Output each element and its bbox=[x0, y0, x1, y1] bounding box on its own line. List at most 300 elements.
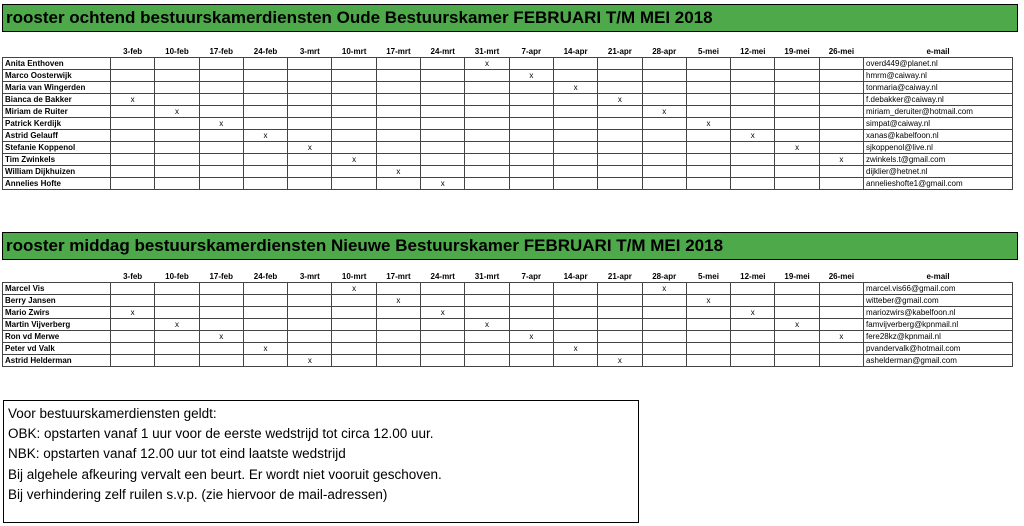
duty-cell bbox=[465, 153, 509, 165]
duty-cell bbox=[332, 165, 376, 177]
table-row bbox=[3, 93, 1013, 105]
duty-cell bbox=[155, 294, 199, 306]
duty-cell bbox=[775, 153, 819, 165]
duty-cell bbox=[332, 330, 376, 342]
duty-cell bbox=[332, 306, 376, 318]
duty-cell bbox=[465, 141, 509, 153]
duty-cell bbox=[421, 93, 465, 105]
duty-mark: x bbox=[731, 129, 775, 141]
duty-cell bbox=[155, 306, 199, 318]
duty-cell bbox=[199, 57, 243, 69]
duty-cell bbox=[731, 330, 775, 342]
duty-cell bbox=[155, 330, 199, 342]
duty-cell bbox=[819, 141, 863, 153]
duty-cell bbox=[421, 57, 465, 69]
duty-mark: x bbox=[243, 129, 287, 141]
duty-cell bbox=[199, 306, 243, 318]
table-row bbox=[3, 354, 1013, 366]
duty-cell bbox=[509, 141, 553, 153]
duty-cell bbox=[686, 165, 730, 177]
duty-cell bbox=[819, 69, 863, 81]
duty-mark: x bbox=[642, 105, 686, 117]
email-address: pvandervalk@hotmail.com bbox=[864, 342, 1013, 354]
duty-cell bbox=[155, 165, 199, 177]
duty-cell bbox=[199, 69, 243, 81]
duty-cell bbox=[731, 69, 775, 81]
person-name: Bianca de Bakker bbox=[3, 93, 111, 105]
duty-cell bbox=[642, 69, 686, 81]
duty-cell bbox=[111, 69, 155, 81]
duty-cell bbox=[376, 93, 420, 105]
duty-cell bbox=[111, 318, 155, 330]
duty-cell bbox=[819, 165, 863, 177]
duty-cell bbox=[243, 282, 287, 294]
duty-cell bbox=[288, 69, 332, 81]
duty-cell bbox=[421, 354, 465, 366]
duty-cell bbox=[376, 69, 420, 81]
duty-cell bbox=[155, 117, 199, 129]
date-header: 5-mei bbox=[698, 271, 719, 281]
date-header: 3-mrt bbox=[299, 271, 320, 281]
duty-cell bbox=[553, 177, 597, 189]
duty-cell bbox=[642, 57, 686, 69]
duty-cell bbox=[642, 141, 686, 153]
duty-cell bbox=[332, 177, 376, 189]
date-header: 14-apr bbox=[563, 46, 588, 56]
person-name: Patrick Kerdijk bbox=[3, 117, 111, 129]
duty-mark: x bbox=[243, 342, 287, 354]
duty-cell bbox=[598, 57, 642, 69]
duty-cell bbox=[819, 105, 863, 117]
name-header bbox=[3, 268, 111, 282]
duty-cell bbox=[111, 141, 155, 153]
duty-cell bbox=[819, 57, 863, 69]
duty-cell bbox=[288, 318, 332, 330]
duty-cell bbox=[421, 141, 465, 153]
morning-schedule-table bbox=[2, 43, 1013, 190]
duty-cell bbox=[775, 354, 819, 366]
duty-cell bbox=[332, 354, 376, 366]
duty-cell bbox=[642, 294, 686, 306]
date-header: 17-feb bbox=[209, 271, 234, 281]
header-row bbox=[3, 43, 1013, 57]
duty-cell bbox=[465, 306, 509, 318]
notes-line: OBK: opstarten vanaf 1 uur voor de eerste wedstrijd tot circa 12.00 uur. bbox=[8, 426, 434, 442]
duty-cell bbox=[686, 81, 730, 93]
duty-cell bbox=[598, 153, 642, 165]
date-header: 10-feb bbox=[165, 46, 189, 56]
duty-cell bbox=[598, 165, 642, 177]
duty-cell bbox=[155, 129, 199, 141]
date-header: 28-apr bbox=[652, 46, 677, 56]
duty-mark: x bbox=[686, 294, 730, 306]
duty-mark: x bbox=[509, 69, 553, 81]
duty-cell bbox=[465, 354, 509, 366]
duty-cell bbox=[553, 129, 597, 141]
duty-cell bbox=[465, 117, 509, 129]
afternoon-schedule-table bbox=[2, 268, 1013, 367]
duty-cell bbox=[509, 354, 553, 366]
date-header: 3-mrt bbox=[299, 46, 320, 56]
date-header: 7-apr bbox=[521, 46, 542, 56]
duty-cell bbox=[288, 330, 332, 342]
duty-cell bbox=[465, 69, 509, 81]
duty-cell bbox=[465, 177, 509, 189]
email-address: overd449@planet.nl bbox=[864, 57, 1013, 69]
duty-cell bbox=[376, 81, 420, 93]
duty-cell bbox=[686, 306, 730, 318]
duty-mark: x bbox=[288, 141, 332, 153]
duty-cell bbox=[819, 117, 863, 129]
duty-cell bbox=[731, 354, 775, 366]
notes-line: NBK: opstarten vanaf 12.00 uur tot eind laatste wedstrijd bbox=[8, 446, 346, 462]
duty-cell bbox=[376, 105, 420, 117]
person-name: Astrid Helderman bbox=[3, 354, 111, 366]
duty-cell bbox=[199, 141, 243, 153]
date-header: 3-feb bbox=[123, 271, 143, 281]
date-header: 3-feb bbox=[123, 46, 143, 56]
duty-cell bbox=[686, 282, 730, 294]
duty-cell bbox=[553, 141, 597, 153]
duty-cell bbox=[199, 153, 243, 165]
duty-cell bbox=[155, 69, 199, 81]
person-name: Ron vd Merwe bbox=[3, 330, 111, 342]
duty-cell bbox=[775, 177, 819, 189]
duty-cell bbox=[243, 141, 287, 153]
duty-cell bbox=[376, 117, 420, 129]
email-address: ashelderman@gmail.com bbox=[864, 354, 1013, 366]
duty-cell bbox=[199, 318, 243, 330]
email-address: witteber@gmail.com bbox=[864, 294, 1013, 306]
date-header: 24-mrt bbox=[430, 271, 455, 281]
duty-cell bbox=[686, 330, 730, 342]
duty-cell bbox=[509, 282, 553, 294]
duty-cell bbox=[288, 165, 332, 177]
duty-cell bbox=[642, 354, 686, 366]
duty-cell bbox=[465, 165, 509, 177]
duty-cell bbox=[731, 282, 775, 294]
duty-cell bbox=[111, 177, 155, 189]
person-name: Marcel Vis bbox=[3, 282, 111, 294]
duty-cell bbox=[686, 69, 730, 81]
duty-cell bbox=[332, 69, 376, 81]
duty-cell bbox=[819, 93, 863, 105]
duty-cell bbox=[111, 354, 155, 366]
email-address: xanas@kabelfoon.nl bbox=[864, 129, 1013, 141]
duty-cell bbox=[553, 306, 597, 318]
duty-cell bbox=[111, 342, 155, 354]
duty-cell bbox=[598, 342, 642, 354]
duty-cell bbox=[155, 81, 199, 93]
duty-mark: x bbox=[686, 117, 730, 129]
duty-cell bbox=[775, 117, 819, 129]
person-name: Annelies Hofte bbox=[3, 177, 111, 189]
email-address: tonmaria@caiway.nl bbox=[864, 81, 1013, 93]
person-name: Anita Enthoven bbox=[3, 57, 111, 69]
duty-cell bbox=[111, 282, 155, 294]
duty-mark: x bbox=[421, 306, 465, 318]
duty-cell bbox=[553, 282, 597, 294]
table-row bbox=[3, 69, 1013, 81]
duty-cell bbox=[421, 81, 465, 93]
duty-mark: x bbox=[553, 342, 597, 354]
duty-cell bbox=[598, 282, 642, 294]
duty-cell bbox=[332, 141, 376, 153]
duty-mark: x bbox=[465, 57, 509, 69]
duty-cell bbox=[111, 117, 155, 129]
duty-cell bbox=[111, 330, 155, 342]
duty-cell bbox=[288, 117, 332, 129]
duty-cell bbox=[421, 69, 465, 81]
duty-cell bbox=[509, 105, 553, 117]
date-header: 17-mrt bbox=[386, 46, 411, 56]
duty-cell bbox=[731, 177, 775, 189]
duty-cell bbox=[199, 342, 243, 354]
duty-cell bbox=[376, 330, 420, 342]
duty-cell bbox=[332, 117, 376, 129]
duty-cell bbox=[421, 165, 465, 177]
duty-mark: x bbox=[509, 330, 553, 342]
duty-mark: x bbox=[553, 81, 597, 93]
duty-cell bbox=[376, 57, 420, 69]
table-row bbox=[3, 129, 1013, 141]
duty-cell bbox=[243, 153, 287, 165]
duty-cell bbox=[155, 177, 199, 189]
duty-cell bbox=[199, 129, 243, 141]
duty-mark: x bbox=[421, 177, 465, 189]
duty-cell bbox=[199, 294, 243, 306]
duty-cell bbox=[553, 93, 597, 105]
duty-cell bbox=[199, 354, 243, 366]
duty-cell bbox=[686, 105, 730, 117]
duty-cell bbox=[686, 153, 730, 165]
duty-cell bbox=[199, 282, 243, 294]
duty-cell bbox=[421, 342, 465, 354]
duty-cell bbox=[111, 81, 155, 93]
duty-mark: x bbox=[376, 165, 420, 177]
table-row bbox=[3, 165, 1013, 177]
person-name: Maria van Wingerden bbox=[3, 81, 111, 93]
table-row bbox=[3, 294, 1013, 306]
date-header: 19-mei bbox=[784, 271, 810, 281]
person-name: Stefanie Koppenol bbox=[3, 141, 111, 153]
date-header: 24-feb bbox=[253, 46, 278, 56]
date-header: 28-apr bbox=[652, 271, 677, 281]
table-row bbox=[3, 81, 1013, 93]
duty-cell bbox=[465, 81, 509, 93]
duty-cell bbox=[819, 294, 863, 306]
duty-cell bbox=[111, 57, 155, 69]
date-header: 31-mrt bbox=[474, 271, 500, 281]
duty-cell bbox=[376, 342, 420, 354]
duty-cell bbox=[598, 129, 642, 141]
table-row bbox=[3, 330, 1013, 342]
date-header: 10-mrt bbox=[341, 271, 367, 281]
duty-cell bbox=[553, 354, 597, 366]
duty-cell bbox=[553, 117, 597, 129]
email-header: e-mail bbox=[926, 271, 950, 281]
duty-cell bbox=[243, 330, 287, 342]
email-header: e-mail bbox=[926, 46, 950, 56]
duty-cell bbox=[155, 342, 199, 354]
date-header: 12-mei bbox=[740, 46, 766, 56]
duty-cell bbox=[243, 105, 287, 117]
duty-cell bbox=[598, 69, 642, 81]
duty-mark: x bbox=[199, 330, 243, 342]
person-name: Berry Jansen bbox=[3, 294, 111, 306]
duty-cell bbox=[288, 306, 332, 318]
duty-cell bbox=[686, 342, 730, 354]
date-header: 26-mei bbox=[828, 46, 855, 56]
duty-cell bbox=[288, 282, 332, 294]
duty-cell bbox=[332, 129, 376, 141]
duty-cell bbox=[332, 318, 376, 330]
table-row bbox=[3, 342, 1013, 354]
duty-cell bbox=[465, 105, 509, 117]
email-address: dijklier@hetnet.nl bbox=[864, 165, 1013, 177]
table-row bbox=[3, 141, 1013, 153]
duty-mark: x bbox=[819, 330, 863, 342]
duty-cell bbox=[332, 294, 376, 306]
header-row bbox=[3, 268, 1013, 282]
duty-cell bbox=[111, 165, 155, 177]
person-name: Mario Zwirs bbox=[3, 306, 111, 318]
duty-cell bbox=[509, 342, 553, 354]
duty-cell bbox=[553, 294, 597, 306]
duty-cell bbox=[376, 318, 420, 330]
duty-mark: x bbox=[111, 306, 155, 318]
duty-cell bbox=[731, 57, 775, 69]
duty-cell bbox=[686, 141, 730, 153]
duty-mark: x bbox=[642, 282, 686, 294]
duty-cell bbox=[819, 306, 863, 318]
morning-schedule-title: rooster ochtend bestuurskamerdiensten Oude Bestuurskamer FEBRUARI T/M MEI 2018 bbox=[2, 4, 1018, 32]
duty-cell bbox=[775, 306, 819, 318]
duty-cell bbox=[243, 318, 287, 330]
person-name: Tim Zwinkels bbox=[3, 153, 111, 165]
duty-cell bbox=[509, 93, 553, 105]
table-row bbox=[3, 153, 1013, 165]
duty-cell bbox=[243, 165, 287, 177]
duty-cell bbox=[288, 105, 332, 117]
duty-cell bbox=[642, 81, 686, 93]
duty-cell bbox=[775, 330, 819, 342]
duty-cell bbox=[819, 342, 863, 354]
duty-mark: x bbox=[111, 93, 155, 105]
duty-cell bbox=[288, 153, 332, 165]
duty-cell bbox=[553, 153, 597, 165]
duty-cell bbox=[155, 282, 199, 294]
duty-cell bbox=[819, 177, 863, 189]
email-address: f.debakker@caiway.nl bbox=[864, 93, 1013, 105]
duty-cell bbox=[376, 354, 420, 366]
date-header: 5-mei bbox=[698, 46, 719, 56]
duty-cell bbox=[243, 306, 287, 318]
duty-cell bbox=[421, 294, 465, 306]
duty-cell bbox=[332, 342, 376, 354]
duty-cell bbox=[598, 141, 642, 153]
duty-cell bbox=[598, 318, 642, 330]
duty-cell bbox=[332, 57, 376, 69]
duty-cell bbox=[731, 105, 775, 117]
duty-mark: x bbox=[731, 306, 775, 318]
email-address: miriam_deruiter@hotmail.com bbox=[864, 105, 1013, 117]
date-header: 21-apr bbox=[607, 46, 632, 56]
duty-cell bbox=[155, 57, 199, 69]
duty-cell bbox=[642, 306, 686, 318]
duty-cell bbox=[775, 165, 819, 177]
duty-cell bbox=[775, 294, 819, 306]
duty-cell bbox=[731, 294, 775, 306]
duty-cell bbox=[509, 306, 553, 318]
name-header bbox=[3, 43, 111, 57]
date-header: 14-apr bbox=[563, 271, 588, 281]
duty-mark: x bbox=[775, 318, 819, 330]
duty-cell bbox=[288, 81, 332, 93]
table-row bbox=[3, 306, 1013, 318]
duty-cell bbox=[509, 81, 553, 93]
duty-cell bbox=[553, 57, 597, 69]
table-row bbox=[3, 318, 1013, 330]
duty-cell bbox=[819, 354, 863, 366]
email-address: marcel.vis66@gmail.com bbox=[864, 282, 1013, 294]
duty-cell bbox=[686, 129, 730, 141]
duty-cell bbox=[819, 318, 863, 330]
duty-cell bbox=[553, 318, 597, 330]
duty-cell bbox=[642, 117, 686, 129]
duty-cell bbox=[553, 105, 597, 117]
duty-cell bbox=[111, 294, 155, 306]
date-header: 17-mrt bbox=[386, 271, 411, 281]
duty-cell bbox=[288, 57, 332, 69]
duty-cell bbox=[288, 93, 332, 105]
duty-cell bbox=[243, 354, 287, 366]
duty-cell bbox=[155, 93, 199, 105]
person-name: Peter vd Valk bbox=[3, 342, 111, 354]
duty-cell bbox=[731, 153, 775, 165]
email-address: zwinkels.t@gmail.com bbox=[864, 153, 1013, 165]
duty-cell bbox=[642, 342, 686, 354]
duty-cell bbox=[243, 69, 287, 81]
date-header: 19-mei bbox=[784, 46, 810, 56]
duty-cell bbox=[509, 294, 553, 306]
email-address: fere28kz@kpnmail.nl bbox=[864, 330, 1013, 342]
duty-cell bbox=[421, 282, 465, 294]
duty-cell bbox=[686, 318, 730, 330]
duty-mark: x bbox=[775, 141, 819, 153]
duty-cell bbox=[376, 177, 420, 189]
duty-cell bbox=[421, 117, 465, 129]
duty-mark: x bbox=[376, 294, 420, 306]
duty-cell bbox=[598, 117, 642, 129]
duty-cell bbox=[465, 330, 509, 342]
duty-cell bbox=[642, 165, 686, 177]
duty-mark: x bbox=[819, 153, 863, 165]
duty-cell bbox=[598, 306, 642, 318]
duty-cell bbox=[509, 57, 553, 69]
person-name: William Dijkhuizen bbox=[3, 165, 111, 177]
duty-cell bbox=[598, 105, 642, 117]
date-header: 31-mrt bbox=[474, 46, 500, 56]
duty-cell bbox=[465, 93, 509, 105]
duty-cell bbox=[465, 282, 509, 294]
duty-cell bbox=[332, 81, 376, 93]
person-name: Miriam de Ruiter bbox=[3, 105, 111, 117]
duty-cell bbox=[642, 177, 686, 189]
duty-cell bbox=[288, 177, 332, 189]
duty-mark: x bbox=[155, 105, 199, 117]
table-row bbox=[3, 117, 1013, 129]
